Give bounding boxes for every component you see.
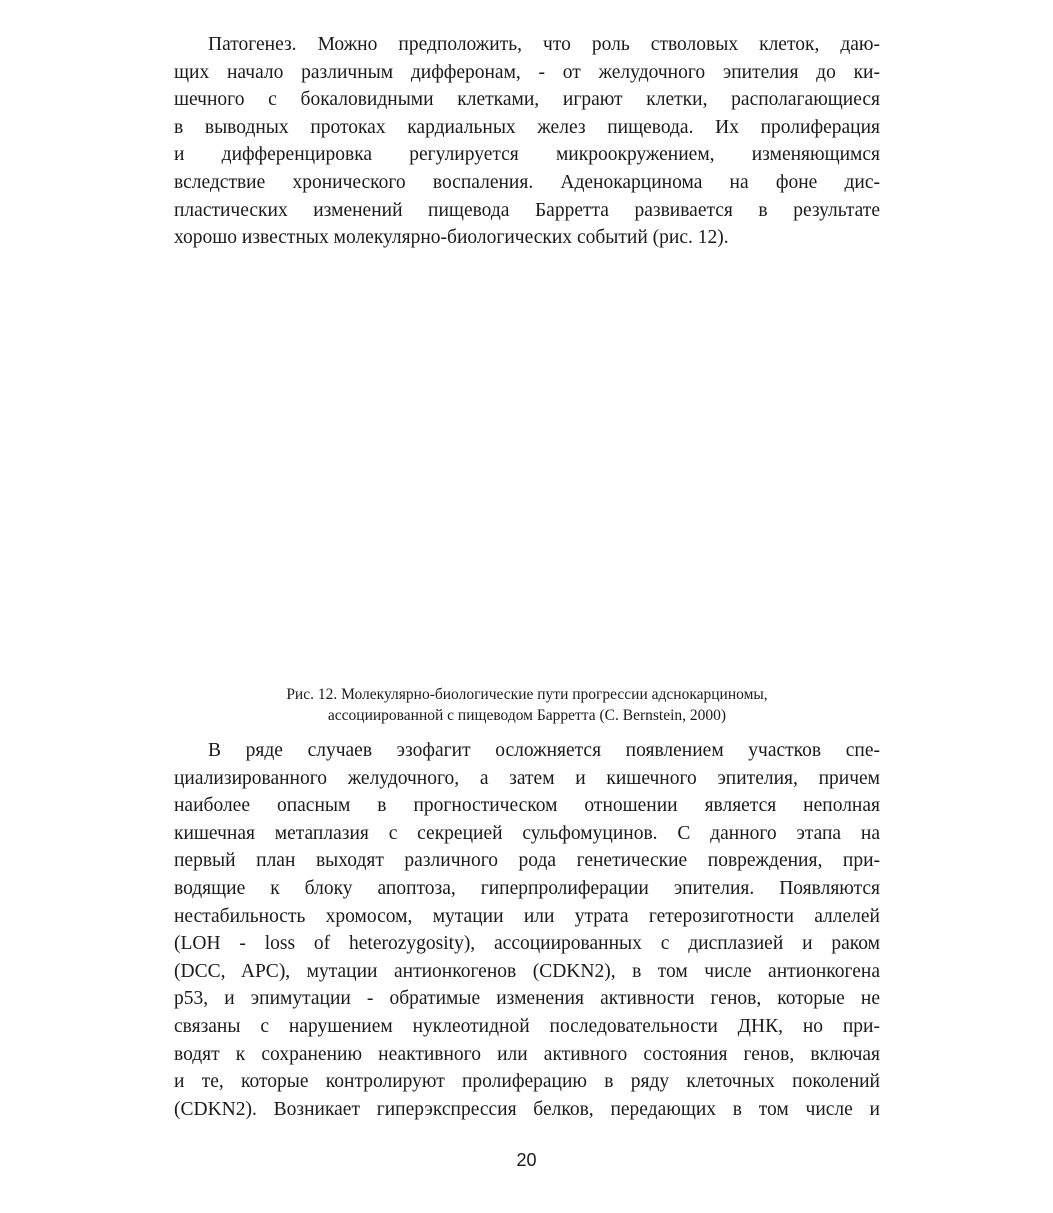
text-line: p53, и эпимутации - обратимые изменения активности генов, которые не — [174, 988, 880, 1010]
text-line: (LOH - loss of heterozygosity), ассоциированных с дисплазией и раком — [174, 933, 880, 955]
paragraph-esophagitis — [174, 737, 880, 1123]
figure-placeholder — [174, 262, 880, 672]
caption-line: ассоциированной с пищеводом Барретта (С. Bernstein, 2000) — [327, 707, 727, 724]
text-line: кишечная метаплазия с секрецией сульфомуцинов. С данного этапа на — [174, 822, 880, 844]
text-line: связаны с нарушением нуклеотидной последовательности ДНК, но при- — [174, 1015, 880, 1037]
page-number: 20 — [516, 1150, 537, 1170]
text-line: шечного с бокаловидными клетками, играют клетки, располагающиеся — [174, 89, 880, 111]
paragraph-pathogenesis — [174, 31, 880, 252]
text-line: и те, которые контролируют пролиферацию в ряду клеточных поколений — [174, 1071, 880, 1093]
text-line: хорошо известных молекулярно-биологических событий (рис. 12). — [174, 227, 729, 249]
text-line: водящие к блоку апоптоза, гиперпролиферации эпителия. Появляются — [174, 877, 880, 899]
text-line: циализированного желудочного, а затем и кишечного эпителия, причем — [174, 767, 880, 789]
text-line: и дифференцировка регулируется микроокружением, изменяющимся — [174, 144, 880, 166]
text-line: В ряде случаев эзофагит осложняется появлением участков спе- — [208, 740, 880, 761]
text-line: щих начало различным дифферонам, - от желудочного эпителия до ки- — [174, 61, 880, 83]
text-line: (CDKN2). Возникает гиперэкспрессия белков, передающих в том числе и — [174, 1098, 880, 1120]
text-line: (DCC, APC), мутации антионкогенов (CDKN2), в том числе антионкогена — [174, 960, 880, 982]
figure-caption — [174, 684, 880, 726]
text-line: нестабильность хромосом, мутации или утрата гетерозиготности аллелей — [174, 905, 880, 927]
text-line: Патогенез. Можно предположить, что роль стволовых клеток, даю- — [208, 34, 880, 55]
text-line: наиболее опасным в прогностическом отношении является неполная — [174, 795, 880, 817]
text-line: водят к сохранению неактивного или активного состояния генов, включая — [174, 1043, 880, 1065]
text-line: в выводных протоках кардиальных желез пищевода. Их пролиферация — [174, 116, 880, 138]
caption-line: Рис. 12. Молекулярно-биологические пути прогрессии адснокарциномы, — [286, 686, 768, 703]
text-line: пластических изменений пищевода Барретта развивается в результате — [174, 199, 880, 221]
text-line: первый план выходят различного рода генетические повреждения, при- — [174, 850, 880, 872]
text-line: вследствие хронического воспаления. Аденокарцинома на фоне дис- — [174, 171, 880, 193]
